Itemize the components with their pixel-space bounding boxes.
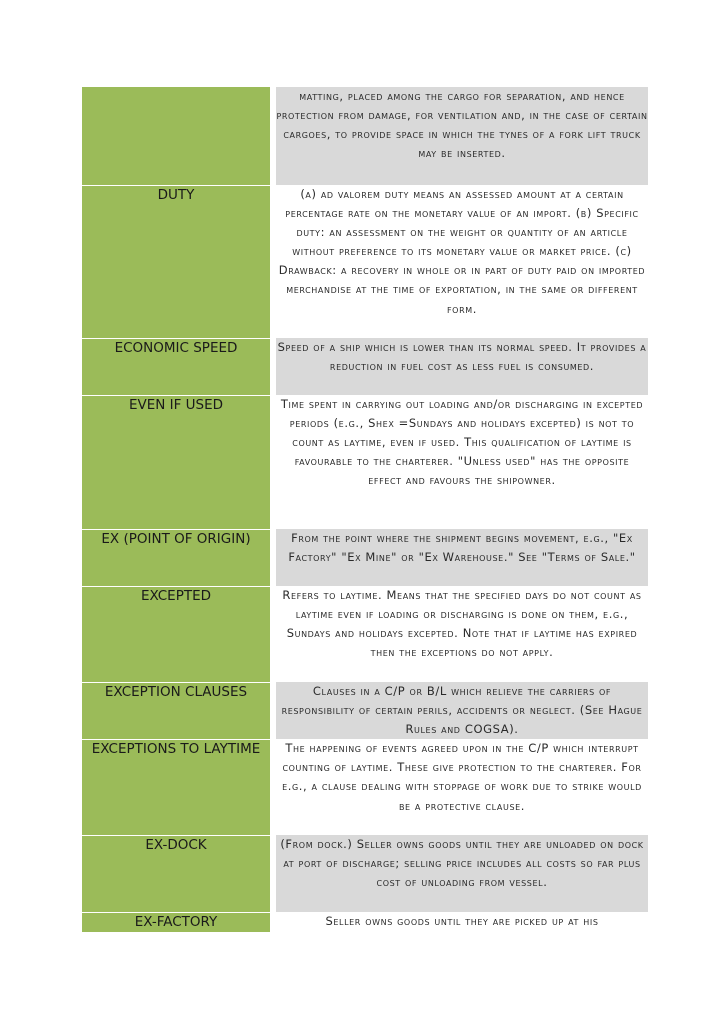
table-row bbox=[82, 912, 648, 932]
table-row bbox=[82, 338, 648, 395]
definition-cell: Time spent in carrying out loading and/or discharging in excepted periods (e.g., Shex =Sundays and holidays excepted) is not to count as laytime, even if used. This qualification of laytime is favourable to the charterer. "Unless used" has the opposite effect and favours the shipowner. bbox=[276, 395, 648, 529]
term-cell: EXCEPTIONS TO LAYTIME bbox=[82, 739, 270, 835]
term-cell: EVEN IF USED bbox=[82, 395, 270, 529]
table-row bbox=[82, 87, 648, 185]
table-row bbox=[82, 185, 648, 338]
table-row bbox=[82, 835, 648, 912]
table-row bbox=[82, 682, 648, 739]
term-cell: EX-FACTORY bbox=[82, 912, 270, 932]
term-cell: EX (POINT OF ORIGIN) bbox=[82, 529, 270, 586]
definition-cell: matting, placed among the cargo for separation, and hence protection from damage, for ventilation and, in the case of certain cargoes, to provide space in which the tynes of a fork lift truck may be inserted. bbox=[276, 87, 648, 185]
definition-cell: (a) ad valorem duty means an assessed amount at a certain percentage rate on the monetary value of an import. (b) Specific duty: an assessment on the weight or quantity of an article without preference to its monetary value or market price. (c) Drawback: a recovery in whole or in part of duty paid on imported merchandise at the time of exportation, in the same or different form. bbox=[276, 185, 648, 338]
term-cell bbox=[82, 87, 270, 185]
definition-cell: The happening of events agreed upon in the C/P which interrupt counting of laytime. These give protection to the charterer. For e.g., a clause dealing with stoppage of work due to strike would be a protective clause. bbox=[276, 739, 648, 835]
table-row bbox=[82, 739, 648, 835]
definition-cell: Clauses in a C/P or B/L which relieve the carriers of responsibility of certain perils, accidents or neglect. (See Hague Rules and COGSA). bbox=[276, 682, 648, 739]
glossary-table bbox=[82, 87, 648, 933]
table-row bbox=[82, 395, 648, 529]
definition-cell: From the point where the shipment begins movement, e.g., "Ex Factory" "Ex Mine" or "Ex Warehouse." See "Terms of Sale." bbox=[276, 529, 648, 586]
definition-cell: Refers to laytime. Means that the specified days do not count as laytime even if loading or discharging is done on them, e.g., Sundays and holidays excepted. Note that if laytime has expired then the exceptions do not apply. bbox=[276, 586, 648, 682]
term-cell: EXCEPTION CLAUSES bbox=[82, 682, 270, 739]
definition-cell: Seller owns goods until they are picked up at his bbox=[276, 912, 648, 932]
term-cell: EX-DOCK bbox=[82, 835, 270, 912]
term-cell: EXCEPTED bbox=[82, 586, 270, 682]
term-cell: DUTY bbox=[82, 185, 270, 338]
table-row bbox=[82, 529, 648, 586]
definition-cell: (From dock.) Seller owns goods until they are unloaded on dock at port of discharge; selling price includes all costs so far plus cost of unloading from vessel. bbox=[276, 835, 648, 912]
term-cell: ECONOMIC SPEED bbox=[82, 338, 270, 395]
table-row bbox=[82, 586, 648, 682]
definition-cell: Speed of a ship which is lower than its normal speed. It provides a reduction in fuel cost as less fuel is consumed. bbox=[276, 338, 648, 395]
